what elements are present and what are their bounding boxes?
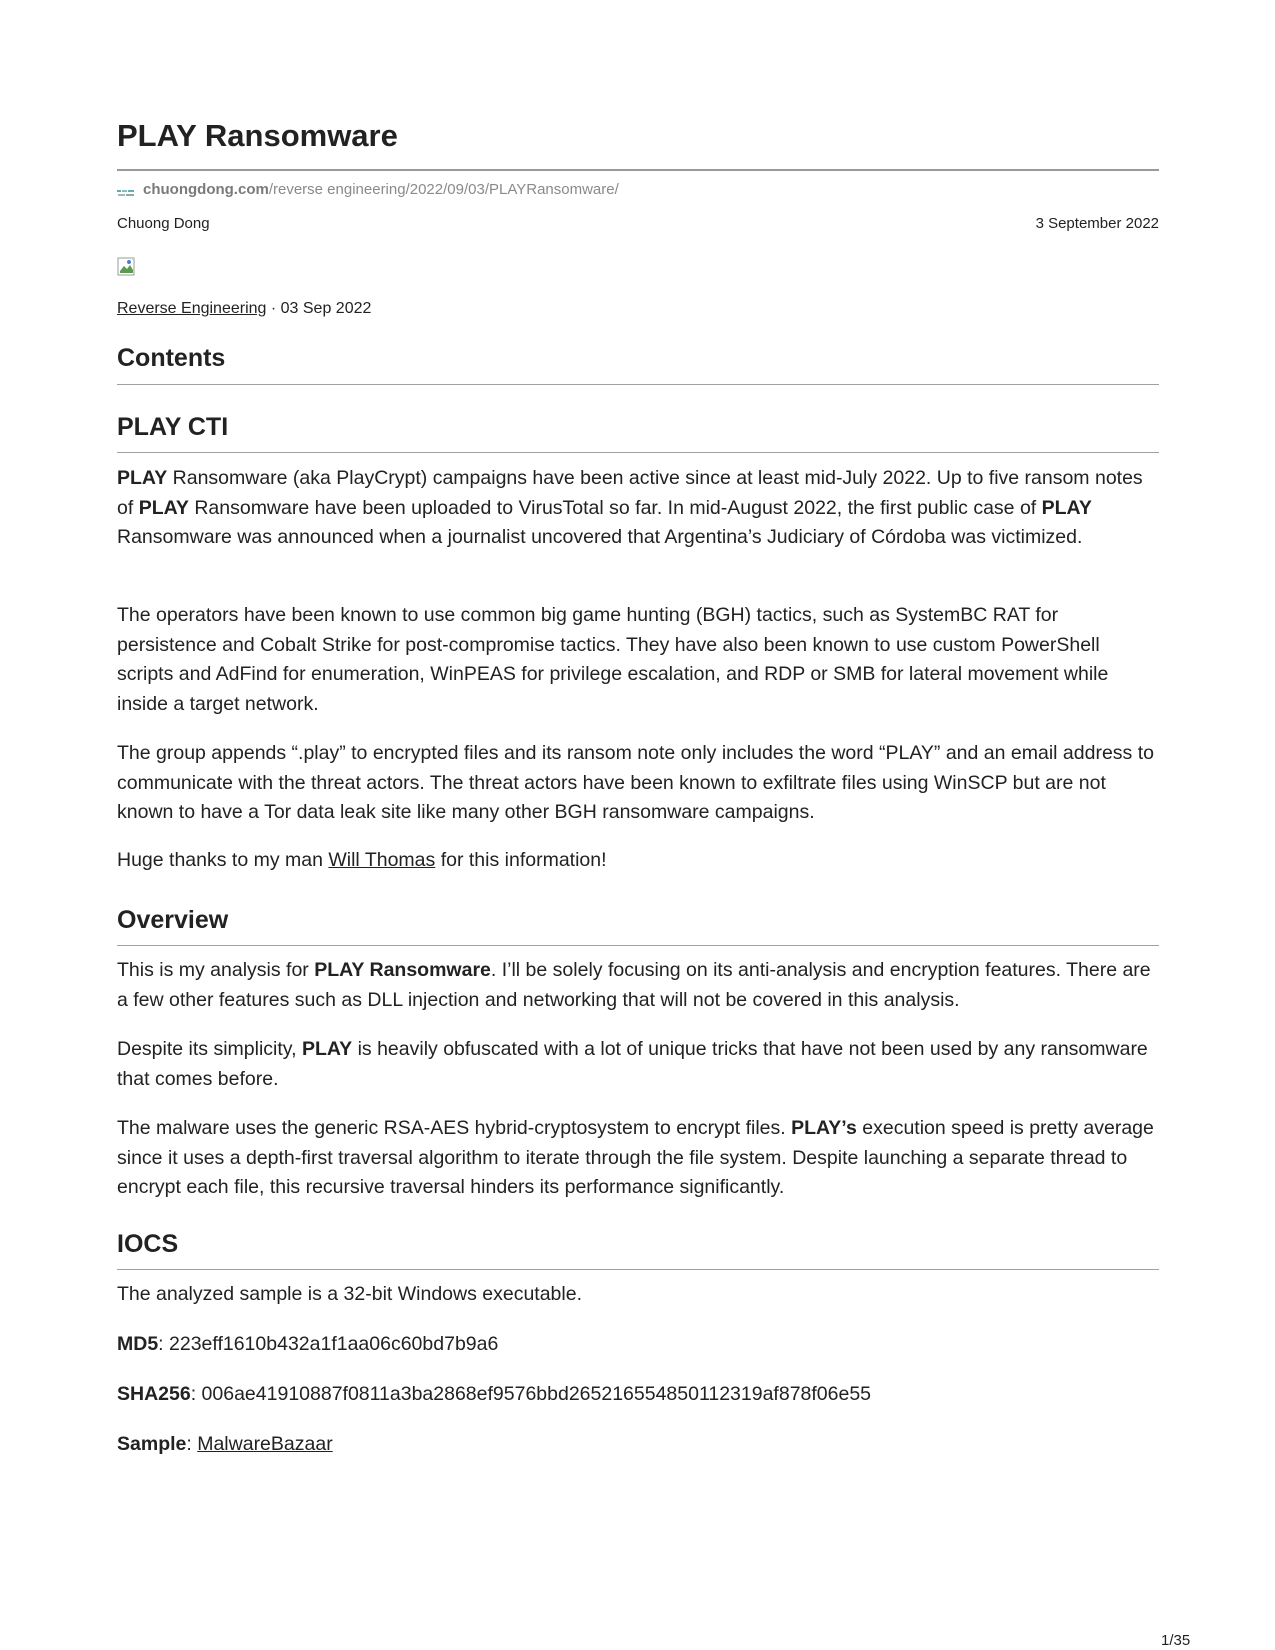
malwarebazaar-link[interactable]: MalwareBazaar bbox=[197, 1433, 333, 1455]
source-domain: chuongdong.com bbox=[143, 181, 269, 198]
byline bbox=[117, 215, 1159, 232]
section-divider bbox=[117, 945, 1159, 946]
site-favicon-icon bbox=[117, 185, 135, 194]
post-date: · 03 Sep 2022 bbox=[266, 300, 372, 317]
author-name: Chuong Dong bbox=[117, 215, 210, 232]
cti-paragraph-2: The operators have been known to use common big game hunting (BGH) tactics, such as SystemBC RAT for persistence and Cobalt Strike for post-compromise tactics. They have also been known to use custom PowerShell scripts and AdFind for enumeration, WinPEAS for privilege escalation, and RDP or SMB for lateral movement while inside a target network. bbox=[117, 604, 1109, 715]
post-meta bbox=[117, 300, 371, 318]
sample-label: Sample bbox=[117, 1433, 187, 1455]
overview-paragraph-3: The malware uses the generic RSA-AES hybrid-cryptosystem to encrypt files. PLAY’s execution speed is pretty average since it uses a depth-first traversal algorithm to iterate through the file system. Despite launching a separate thread to encrypt each file, this recursive traversal hinders its performance significantly. bbox=[117, 1117, 1154, 1198]
cti-paragraph-3: The group appends “.play” to encrypted files and its ransom note only includes the word “PLAY” and an email address to communicate with the threat actors. The threat actors have been known to exfiltrate files using WinSCP but are not known to have a Tor data leak site like many other BGH ransomware campaigns. bbox=[117, 742, 1154, 823]
ioc-sample: Sample: MalwareBazaar bbox=[117, 1433, 333, 1455]
sha256-value: : 006ae41910887f0811a3ba2868ef9576bbd265216554850112319af878f06e55 bbox=[190, 1383, 872, 1405]
section-divider bbox=[117, 452, 1159, 453]
section-heading-iocs: IOCS bbox=[117, 1230, 179, 1258]
broken-image-icon bbox=[117, 257, 137, 277]
section-heading-play-cti: PLAY CTI bbox=[117, 413, 229, 441]
sha256-label: SHA256 bbox=[117, 1383, 191, 1405]
overview-paragraph-1: This is my analysis for PLAY Ransomware. I’ll be solely focusing on its anti-analysis and encryption features. There are a few other features such as DLL injection and networking that will not be covered in this analysis. bbox=[117, 959, 1151, 1011]
md5-value: : 223eff1610b432a1f1aa06c60bd7b9a6 bbox=[158, 1333, 499, 1355]
md5-label: MD5 bbox=[117, 1333, 159, 1355]
overview-paragraph-2: Despite its simplicity, PLAY is heavily obfuscated with a lot of unique tricks that have not been used by any ransomware that comes before. bbox=[117, 1038, 1148, 1090]
ioc-sha256 bbox=[117, 1380, 1159, 1410]
cti-paragraph-1: PLAY Ransomware (aka PlayCrypt) campaigns have been active since at least mid-July 2022. Up to five ransom notes of PLAY Ransomware have been uploaded to VirusTotal so far. In mid-August 2022, the first public case of PLAY Ransomware was announced when a journalist uncovered that Argentina’s Judiciary of Córdoba was victimized. bbox=[117, 467, 1143, 548]
source-url[interactable] bbox=[117, 181, 619, 198]
page-number: 1/35 bbox=[1161, 1632, 1191, 1649]
section-divider bbox=[117, 384, 1159, 385]
section-heading-overview: Overview bbox=[117, 906, 229, 934]
title-divider bbox=[117, 169, 1159, 171]
source-path: /reverse engineering/2022/09/03/PLAYRansomware/ bbox=[268, 181, 619, 198]
category-link[interactable]: Reverse Engineering bbox=[117, 300, 267, 317]
cti-paragraph-4: Huge thanks to my man Will Thomas for this information! bbox=[117, 849, 607, 871]
ioc-md5 bbox=[117, 1330, 1159, 1360]
page-title: PLAY Ransomware bbox=[117, 118, 398, 153]
iocs-intro: The analyzed sample is a 32-bit Windows executable. bbox=[117, 1283, 582, 1305]
will-thomas-link[interactable]: Will Thomas bbox=[328, 849, 436, 871]
section-divider bbox=[117, 1269, 1159, 1270]
published-date: 3 September 2022 bbox=[1035, 215, 1159, 232]
section-heading-contents: Contents bbox=[117, 344, 226, 372]
